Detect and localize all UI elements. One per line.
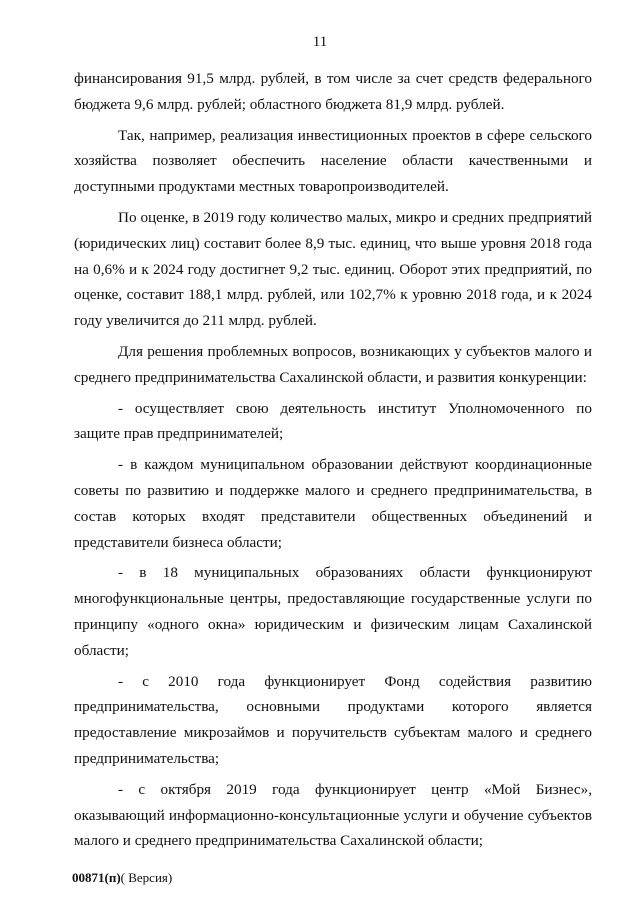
document-code: 00871(п)	[72, 870, 121, 885]
paragraph-enterprise-estimate: По оценке, в 2019 году количество малых, микро и средних предприятий (юридических лиц) составит более 8,9 тыс. единиц, что выше уровня 2018 года на 0,6% и к 2024 году достигнет 9,2 тыс. единиц. Оборот этих предприятий, по оценке, составит 188,1 млрд. рублей, или 102,7% к уровню 2018 года, и к 2024 году увеличится до 211 млрд. рублей.	[74, 208, 592, 330]
list-item-councils: - в каждом муниципальном образовании действуют координационные советы по развитию и поддержке малого и среднего предпринимательства, в состав которых входят представители общественных объединений и представители бизнеса области;	[74, 456, 592, 551]
paragraph-funding: финансирования 91,5 млрд. рублей, в том числе за счет средств федерального бюджета 9,6 млрд. рублей; областного бюджета 81,9 млрд. рублей.	[74, 70, 592, 113]
document-body	[74, 66, 592, 859]
paragraph-problem-solving: Для решения проблемных вопросов, возникающих у субъектов малого и среднего предпринимательства Сахалинской области, и развития конкуренции:	[74, 342, 592, 386]
list-item-mfc: - в 18 муниципальных образованиях области функционируют многофункциональные центры, предоставляющие государственные услуги по принципу «одного окна» юридическим и физическим лицам Сахалинской области;	[74, 564, 592, 659]
document-footer	[72, 870, 172, 886]
list-item-fund: - с 2010 года функционирует Фонд содействия развитию предпринимательства, основными продуктами которого является предоставление микрозаймов и поручительств субъектам малого и среднего предпринимательства;	[74, 672, 592, 767]
list-item-my-business: - с октября 2019 года функционирует центр «Мой Бизнес», оказывающий информационно-консультационные услуги и обучение субъектов малого и среднего предпринимательства Сахалинской области;	[74, 780, 592, 850]
document-version: ( Версия)	[120, 870, 173, 885]
list-item-ombudsman: - осуществляет свою деятельность институт Уполномоченного по защите прав предпринимателей;	[74, 399, 592, 443]
page-number: 11	[312, 34, 328, 50]
paragraph-agriculture: Так, например, реализация инвестиционных проектов в сфере сельского хозяйства позволяет обеспечить население области качественными и доступными продуктами местных товаропроизводителей.	[74, 126, 592, 196]
